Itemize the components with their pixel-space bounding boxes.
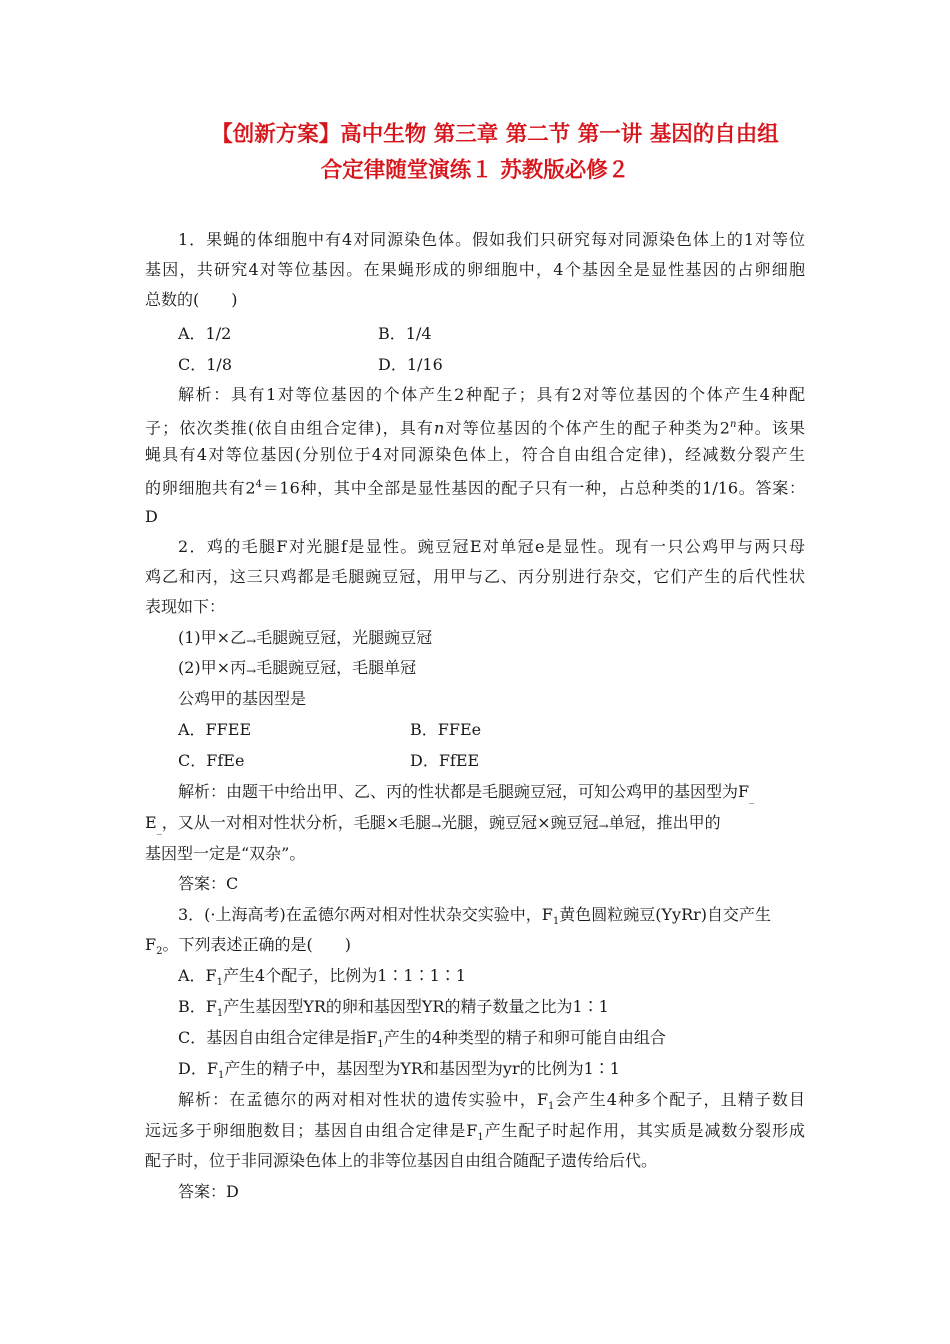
q1-explanation-line-1: 解析：具有1对等位基因的个体产生2种配子；具有2对等位基因的个体产生4种配 bbox=[178, 385, 805, 404]
q2-explanation-line-3: 基因型一定是“双杂”。 bbox=[145, 844, 306, 863]
q1-stem-line-3: 总数的( ) bbox=[145, 290, 238, 309]
q2-explanation-line-1: 解析：由题干中给出甲、乙、丙的性状都是毛腿豌豆冠，可知公鸡甲的基因型为$F_{\_}$ bbox=[178, 782, 755, 805]
q3-option-d: D．$F_1$产生的精子中，基因型为YR和基因型为yr的比例为1∶1 bbox=[178, 1059, 620, 1082]
q1-stem-line-2: 基因，共研究4对等位基因。在果蝇形成的卵细胞中，4个基因全是显性基因的占卵细胞 bbox=[145, 260, 805, 279]
q1-answer: D bbox=[145, 507, 158, 526]
q3-option-b: B．$F_1$产生基因型YR的卵和基因型YR的精子数量之比为1∶1 bbox=[178, 997, 609, 1020]
q1-option-d: D．1/16 bbox=[378, 355, 443, 374]
q1-option-c: C．1/8 bbox=[178, 355, 232, 374]
q3-option-a: A．$F_1$产生4个配子，比例为1∶1∶1∶1 bbox=[178, 966, 466, 989]
q2-stem-line-2: 鸡乙和丙，这三只鸡都是毛腿豌豆冠，用甲与乙、丙分别进行杂交，它们产生的后代性状 bbox=[145, 567, 805, 586]
q1-option-b: B．1/4 bbox=[378, 324, 432, 343]
q2-answer: 答案：C bbox=[178, 874, 239, 893]
q2-explanation-line-2: $E_{\_}$，又从一对相对性状分析，毛腿×毛腿→光腿，豌豆冠×豌豆冠→单冠，推出甲的 bbox=[145, 813, 721, 836]
arrow-icon: → bbox=[598, 819, 609, 833]
q3-explanation-line-1: 解析：在孟德尔的两对相对性状的遗传实验中，$F_1$会产生4种多个配子，且精子数目 bbox=[178, 1090, 805, 1113]
arrow-icon: → bbox=[246, 634, 257, 648]
q2-cross-2: (2)甲×丙→毛腿豌豆冠，毛腿单冠 bbox=[178, 658, 417, 678]
q3-explanation-line-2: 远远多于卵细胞数目；基因自由组合定律是$F_1$产生配子时起作用，其实质是减数分裂形成 bbox=[145, 1121, 805, 1144]
q1-explanation-line-3: 蝇具有4对等位基因(分别位于4对同源染色体上，符合自由组合定律)，经减数分裂产生 bbox=[145, 445, 805, 464]
q3-option-c: C．基因自由组合定律是指$F_1$产生的4种类型的精子和卵可能自由组合 bbox=[178, 1028, 666, 1051]
q1-explanation-line-2: 子；依次类推(依自由组合定律)，具有n对等位基因的个体产生的配子种类为2$^n$种。该果 bbox=[145, 418, 805, 438]
q2-option-a: A．FFEE bbox=[178, 720, 252, 739]
q2-option-b: B．FFEe bbox=[410, 720, 482, 739]
arrow-icon: → bbox=[431, 819, 442, 833]
q3-explanation-line-3: 配子时，位于非同源染色体上的非等位基因自由组合随配子遗传给后代。 bbox=[145, 1151, 658, 1170]
q1-stem-line-1: 1．果蝇的体细胞中有4对同源染色体。假如我们只研究每对同源染色体上的1对等位 bbox=[178, 230, 805, 249]
q2-stem-line-3: 表现如下： bbox=[145, 597, 226, 616]
q3-stem-line-1: 3．(·上海高考)在孟德尔两对相对性状杂交实验中，$F_1$黄色圆粒豌豆(YyRr)自交产生 bbox=[178, 905, 772, 928]
q2-cross-1: (1)甲×乙→毛腿豌豆冠，光腿豌豆冠 bbox=[178, 628, 433, 648]
document-title-line-1: 【创新方案】高中生物 第三章 第二节 第一讲 基因的自由组 bbox=[211, 122, 779, 147]
q1-explanation-line-4: 的卵细胞共有$2^4=16$种，其中全部是显性基因的配子只有一种，占总种类的1/16。答案： bbox=[145, 478, 805, 498]
arrow-icon: → bbox=[246, 664, 257, 678]
document-title-line-2: 合定律随堂演练１ 苏教版必修２ bbox=[320, 158, 630, 183]
q1-option-a: A．1/2 bbox=[178, 324, 232, 343]
q2-stem-line-1: 2．鸡的毛腿F对光腿f是显性。豌豆冠E对单冠e是显性。现有一只公鸡甲与两只母 bbox=[178, 537, 805, 556]
q2-option-d: D．FfEE bbox=[410, 751, 480, 770]
q2-question: 公鸡甲的基因型是 bbox=[178, 689, 307, 708]
q3-stem-line-2: $F_2$。下列表述正确的是( ) bbox=[145, 935, 351, 958]
q3-answer: 答案：D bbox=[178, 1182, 239, 1201]
q2-option-c: C．FfEe bbox=[178, 751, 245, 770]
